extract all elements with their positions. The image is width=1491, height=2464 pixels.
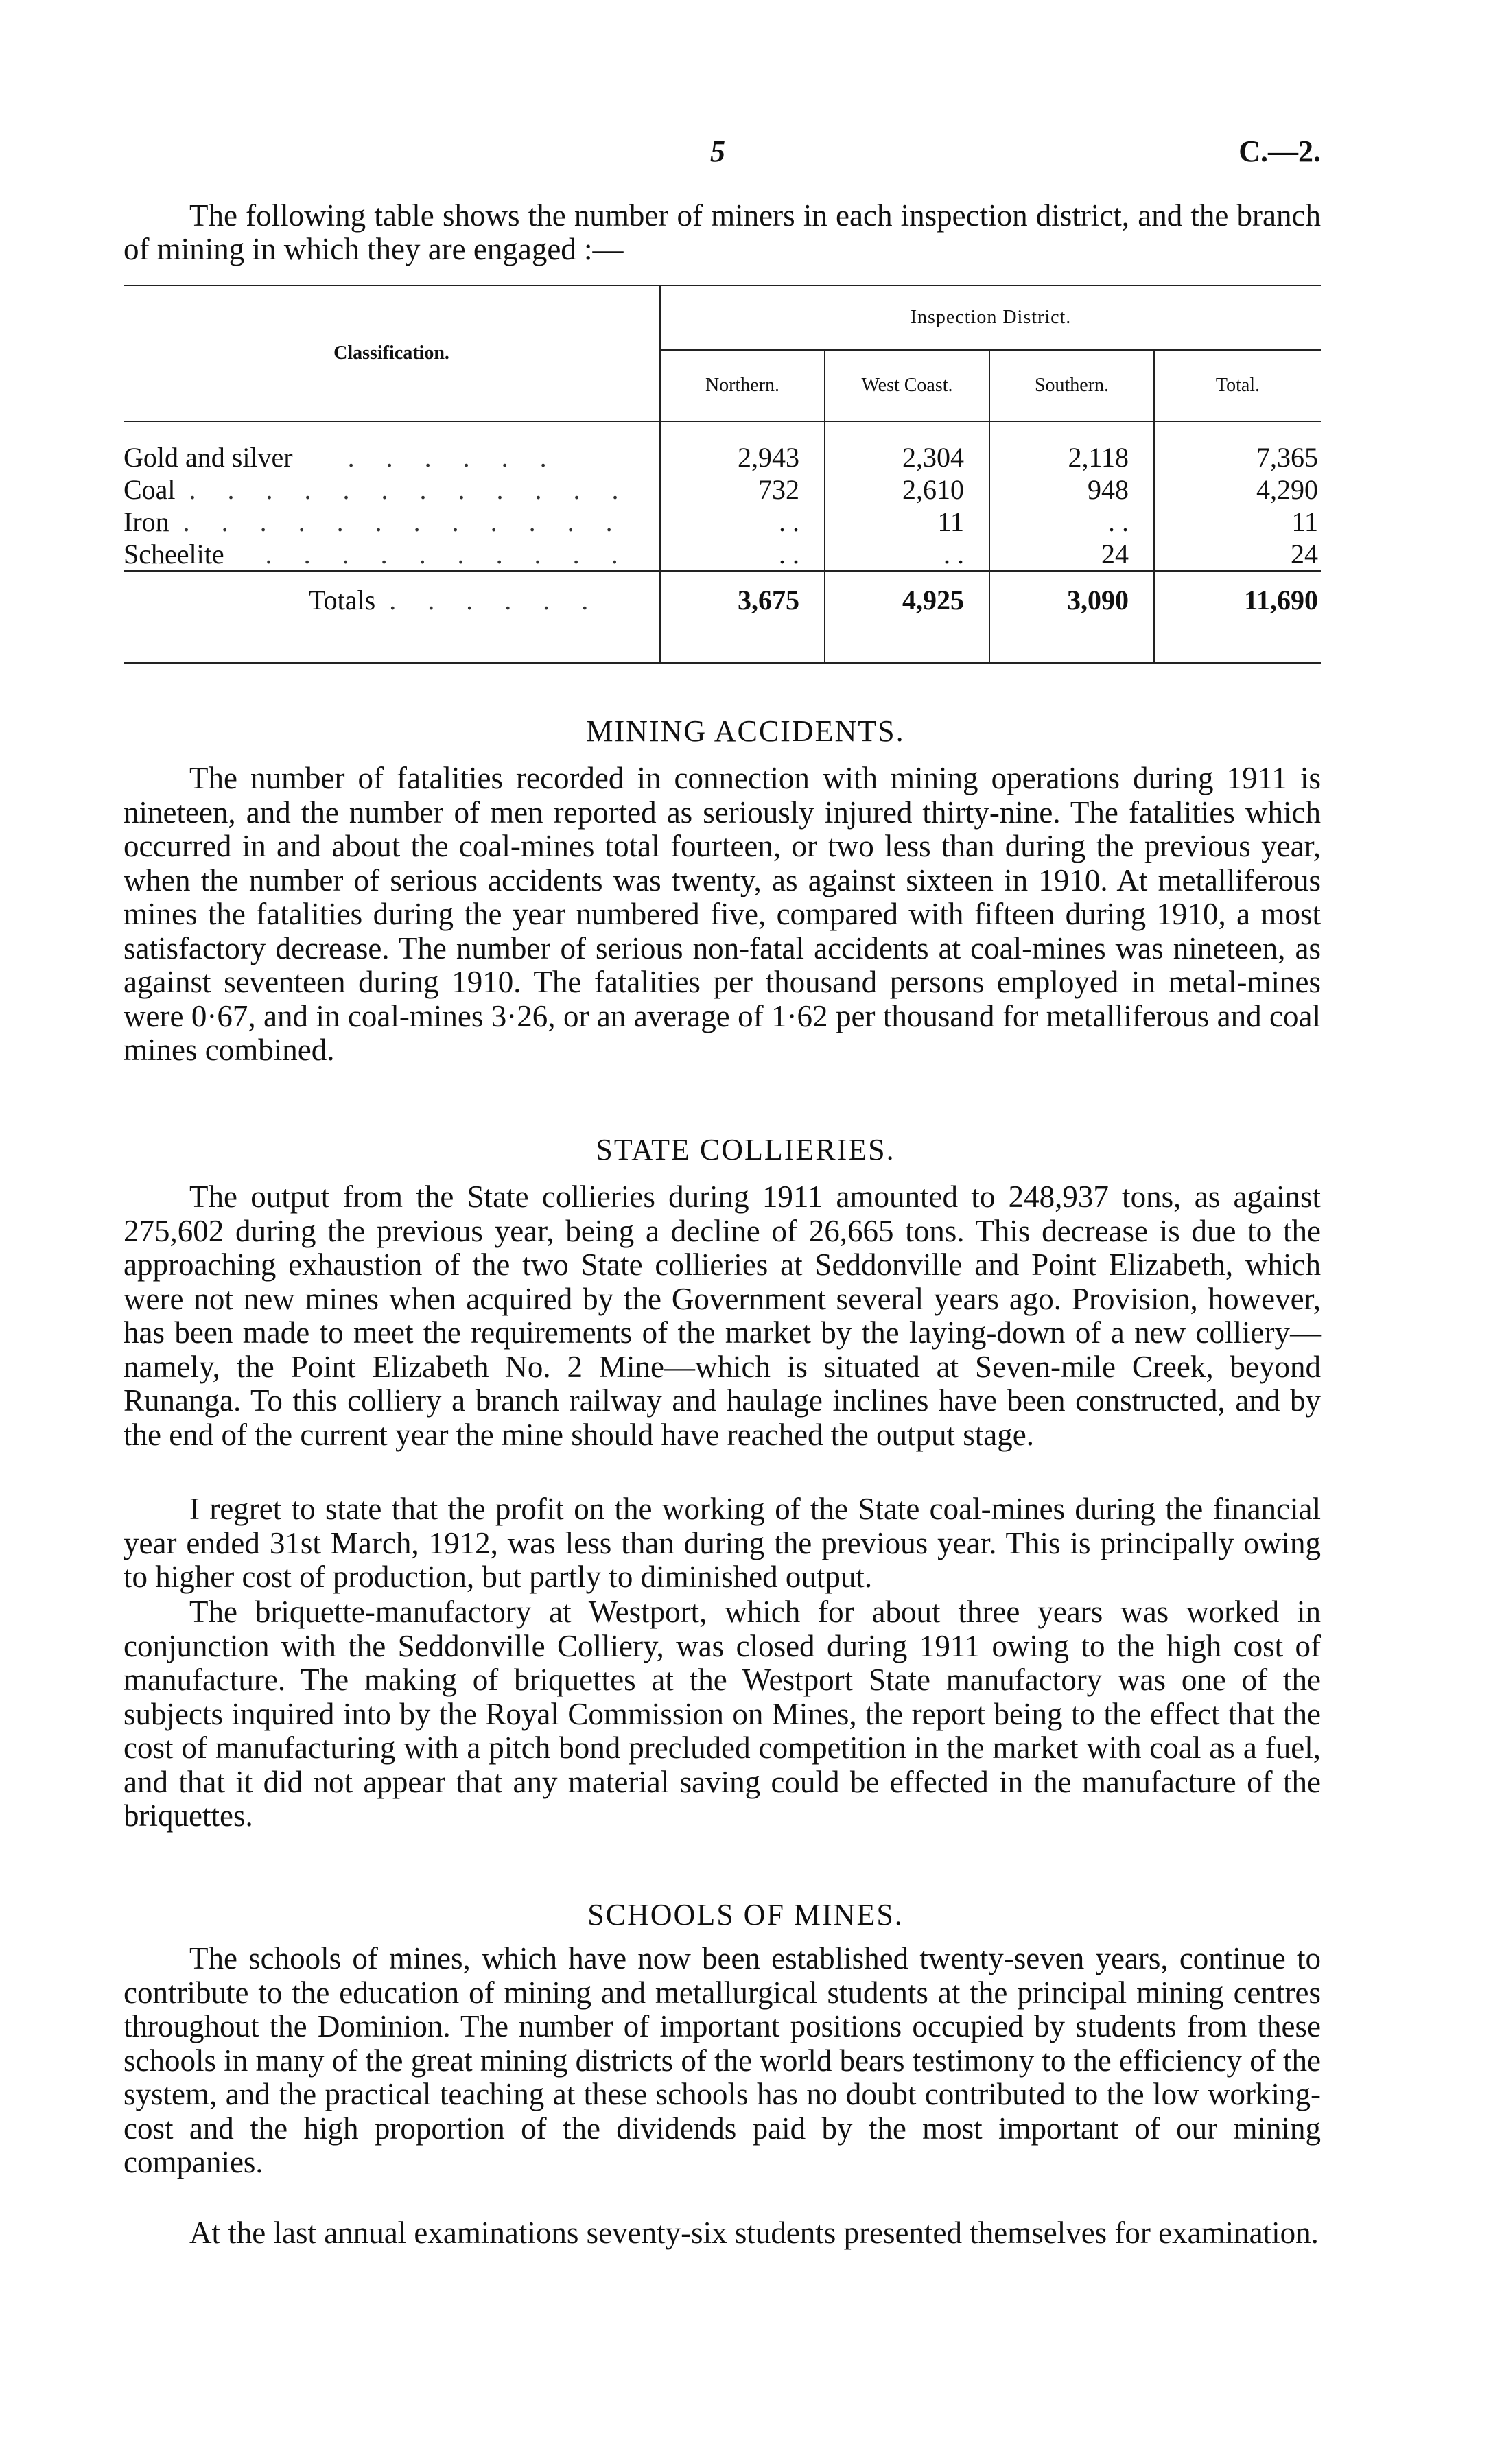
leader-dots: . . . . . . . . . . . . xyxy=(183,506,625,537)
intro-paragraph: The following table shows the number of miners in each inspection district, and the branch of mining in which they are engaged :— xyxy=(124,198,1321,266)
total-northern: 3,675 xyxy=(660,571,825,633)
cell-total: 24 xyxy=(1154,538,1321,571)
mining-accidents-heading: MINING ACCIDENTS. xyxy=(586,714,905,748)
cell-west-coast: 2,610 xyxy=(825,473,989,506)
cell-total: 4,290 xyxy=(1154,473,1321,506)
leader-dots: . . . . . . . . . . . . xyxy=(189,474,631,505)
grand-total: 11,690 xyxy=(1154,571,1321,633)
schools-of-mines-heading: SCHOOLS OF MINES. xyxy=(587,1898,904,1932)
cell-northern: 2,943 xyxy=(660,421,825,473)
cell-west-coast: 11 xyxy=(825,506,989,538)
total-west-coast: 4,925 xyxy=(825,571,989,633)
row-label xyxy=(124,538,660,571)
cell-southern: 24 xyxy=(989,538,1154,571)
cell-southern: 2,118 xyxy=(989,421,1154,473)
row-label-text: Scheelite xyxy=(124,539,224,570)
row-label-text: Iron xyxy=(124,506,169,537)
cell-northern: 732 xyxy=(660,473,825,506)
cell-total: 11 xyxy=(1154,506,1321,538)
col-west-coast: West Coast. xyxy=(825,350,989,421)
col-southern: Southern. xyxy=(989,350,1154,421)
cell-northern: . . xyxy=(660,538,825,571)
page-number: 5 xyxy=(710,134,725,168)
row-label-text: Gold and silver xyxy=(124,442,293,473)
schools-of-mines-paragraph-1: The schools of mines, which have now been established twenty-seven years, continue to contribute to the education of mining and metallurgical students at the principal mining centres throughout the Dominion. The number of important positions occupied by students from these schools in many of the great mining districts of the world bears testimony to the efficiency of the system, and the practical teaching at these schools has no doubt contributed to the low working-cost and the high proportion of the dividends paid by the most important of our mining companies. xyxy=(124,1941,1322,2179)
table-row xyxy=(124,506,1321,538)
cell-southern: 948 xyxy=(989,473,1154,506)
inspection-district-header: Inspection District. xyxy=(660,285,1321,350)
col-northern: Northern. xyxy=(660,350,825,421)
row-label xyxy=(124,473,660,506)
schools-of-mines-paragraph-2: At the last annual examinations seventy-six students presented themselves for examination. xyxy=(189,2216,1319,2250)
state-collieries-paragraph-3: The briquette-manufactory at Westport, which for about three years was worked in conjunction with the Seddonville Colliery, was closed during 1911 owing to the high cost of manufacture. The making of briquettes at the Westport State manufactory was one of the subjects inquired into by the Royal Commission on Mines, the report being to the effect that the cost of manufacturing with a pitch bond precluded competition in the market with coal as a fuel, and that it did not appear that any material saving could be effected in the manufacture of the briquettes. xyxy=(124,1595,1321,1833)
table-header-row xyxy=(124,285,1321,350)
state-collieries-paragraph-1: The output from the State collieries during 1911 amounted to 248,937 tons, as against 275,602 during the previous year, being a decline of 26,665 tons. This decrease is due to the approaching exhaustion of the two State collieries at Seddonville and Point Elizabeth, which were not new mines when acquired by the Government several years ago. Provision, however, has been made to meet the requirements of the market by the laying-down of a new colliery—namely, the Point Elizabeth No. 2 Mine—which is situated at Seven-mile Creek, beyond Runanga. To this colliery a branch railway and haulage inclines have been constructed, and by the end of the current year the mine should have reached the output stage. xyxy=(124,1180,1321,1452)
leader-dots: . . . . . . xyxy=(389,585,601,615)
mining-accidents-paragraph: The number of fatalities recorded in connection with mining operations during 1911 is nineteen, and the number of men reported as seriously injured thirty-nine. The fatalities which occurred in and about the coal-mines total fourteen, or two less than during the previous year, when the number of serious accidents was twenty, as against sixteen in 1910. At metalliferous mines the fatalities during the year numbered five, compared with fifteen during 1910, a most satisfactory decrease. The number of serious non-fatal accidents at coal-mines was nineteen, as against seventeen during 1910. The fatalities per thousand persons employed in metal-mines were 0·67, and in coal-mines 3·26, or an average of 1·62 per thousand for metalliferous and coal mines combined. xyxy=(124,761,1321,1067)
row-label-text: Coal xyxy=(124,474,176,505)
totals-row xyxy=(124,571,1321,633)
document-reference: C.—2. xyxy=(1238,134,1321,168)
row-label xyxy=(124,506,660,538)
cell-northern: . . xyxy=(660,506,825,538)
leader-dots: . . . . . . . . . . xyxy=(265,539,631,570)
stats-table xyxy=(124,285,1321,664)
state-collieries-paragraph-2: I regret to state that the profit on the working of the State coal-mines during the financial year ended 31st March, 1912, was less than during the previous year. This is principally owing to higher cost of production, but partly to diminished output. xyxy=(124,1492,1321,1594)
col-total: Total. xyxy=(1154,350,1321,421)
classification-header: Classification. xyxy=(124,285,660,421)
table-row xyxy=(124,421,1321,473)
cell-west-coast: . . xyxy=(825,538,989,571)
total-southern: 3,090 xyxy=(989,571,1154,633)
cell-total: 7,365 xyxy=(1154,421,1321,473)
state-collieries-heading: STATE COLLIERIES. xyxy=(596,1133,895,1166)
leader-dots: . . . . . . xyxy=(347,442,559,473)
page-header xyxy=(0,134,1491,168)
miners-table xyxy=(124,285,1321,664)
table-row xyxy=(124,538,1321,571)
cell-west-coast: 2,304 xyxy=(825,421,989,473)
table-end-rule xyxy=(124,633,1321,663)
cell-southern: . . xyxy=(989,506,1154,538)
totals-label xyxy=(124,571,660,633)
row-label xyxy=(124,421,660,473)
table-row xyxy=(124,473,1321,506)
totals-label-text: Totals xyxy=(309,585,376,615)
